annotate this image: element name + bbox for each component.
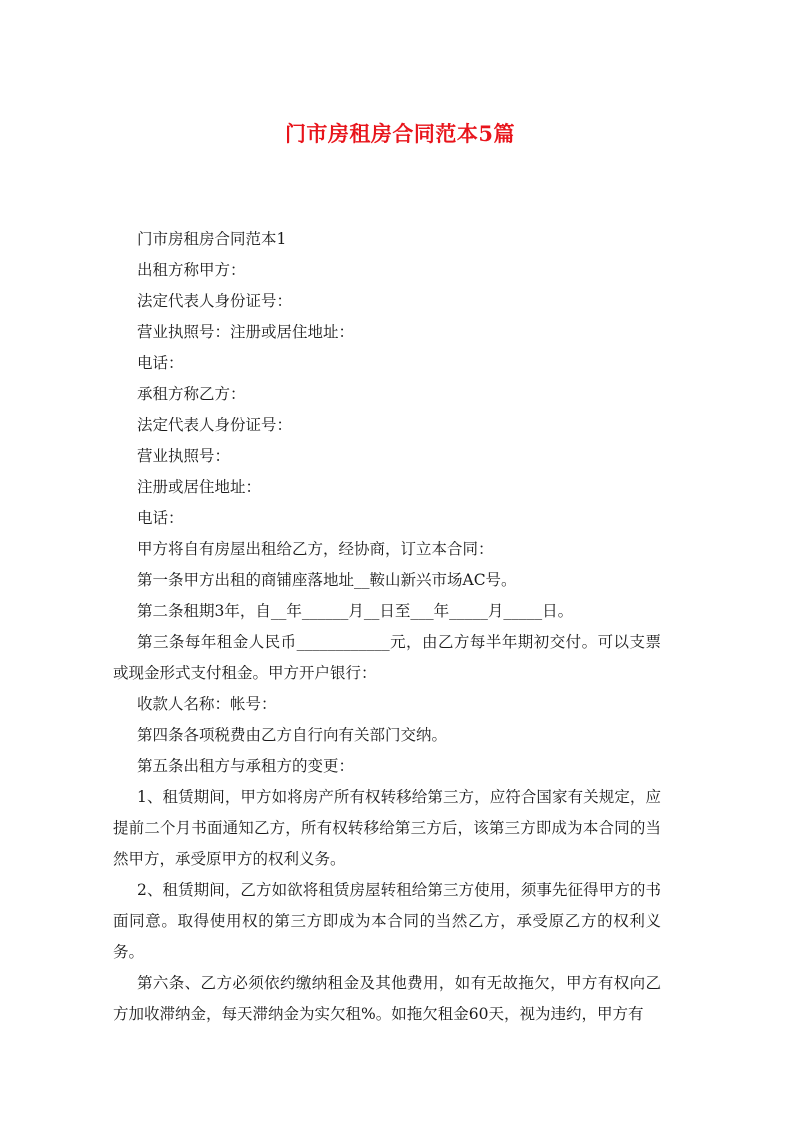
document-body: [113, 224, 661, 1030]
paragraph: 收款人名称：帐号：: [137, 695, 277, 713]
paragraph: 承租方称乙方：: [137, 385, 246, 403]
paragraph: 第三条每年租金人民币____________元，由乙方每半年期初交付。可以支票或现金形式支付租金。甲方开户银行：: [113, 633, 661, 682]
paragraph: 第五条出租方与承租方的变更：: [137, 757, 355, 775]
paragraph: 法定代表人身份证号：: [137, 292, 293, 310]
paragraph: 第四条各项税费由乙方自行向有关部门交纳。: [137, 726, 448, 744]
document-title: 门市房租房合同范本5篇: [284, 121, 516, 146]
paragraph: 第一条甲方出租的商铺座落地址__鞍山新兴市场AC号。: [137, 571, 517, 589]
paragraph: 1、租赁期间，甲方如将房产所有权转移给第三方，应符合国家有关规定，应提前二个月书面通知乙方，所有权转移给第三方后，该第三方即成为本合同的当然甲方，承受原甲方的权利义务。: [113, 788, 661, 868]
paragraph: 营业执照号：注册或居住地址：: [137, 323, 355, 341]
paragraph: 注册或居住地址：: [137, 478, 262, 496]
paragraph: 法定代表人身份证号：: [137, 416, 293, 434]
paragraph: 电话：: [137, 354, 184, 372]
paragraph: 门市房租房合同范本1: [137, 230, 287, 248]
paragraph: 第二条租期3年，自__年______月__日至___年_____月_____日。: [137, 602, 574, 620]
paragraph: 第六条、乙方必须依约缴纳租金及其他费用，如有无故拖欠，甲方有权向乙方加收滞纳金，每天滞纳金为实欠租%。如拖欠租金60天，视为违约，甲方有: [113, 974, 661, 1023]
paragraph: 营业执照号：: [137, 447, 231, 465]
paragraph: 甲方将自有房屋出租给乙方，经协商，订立本合同：: [137, 540, 494, 558]
paragraph: 电话：: [137, 509, 184, 527]
paragraph: 2、租赁期间，乙方如欲将租赁房屋转租给第三方使用，须事先征得甲方的书面同意。取得使用权的第三方即成为本合同的当然乙方，承受原乙方的权利义务。: [113, 881, 661, 961]
paragraph: 出租方称甲方：: [137, 261, 246, 279]
